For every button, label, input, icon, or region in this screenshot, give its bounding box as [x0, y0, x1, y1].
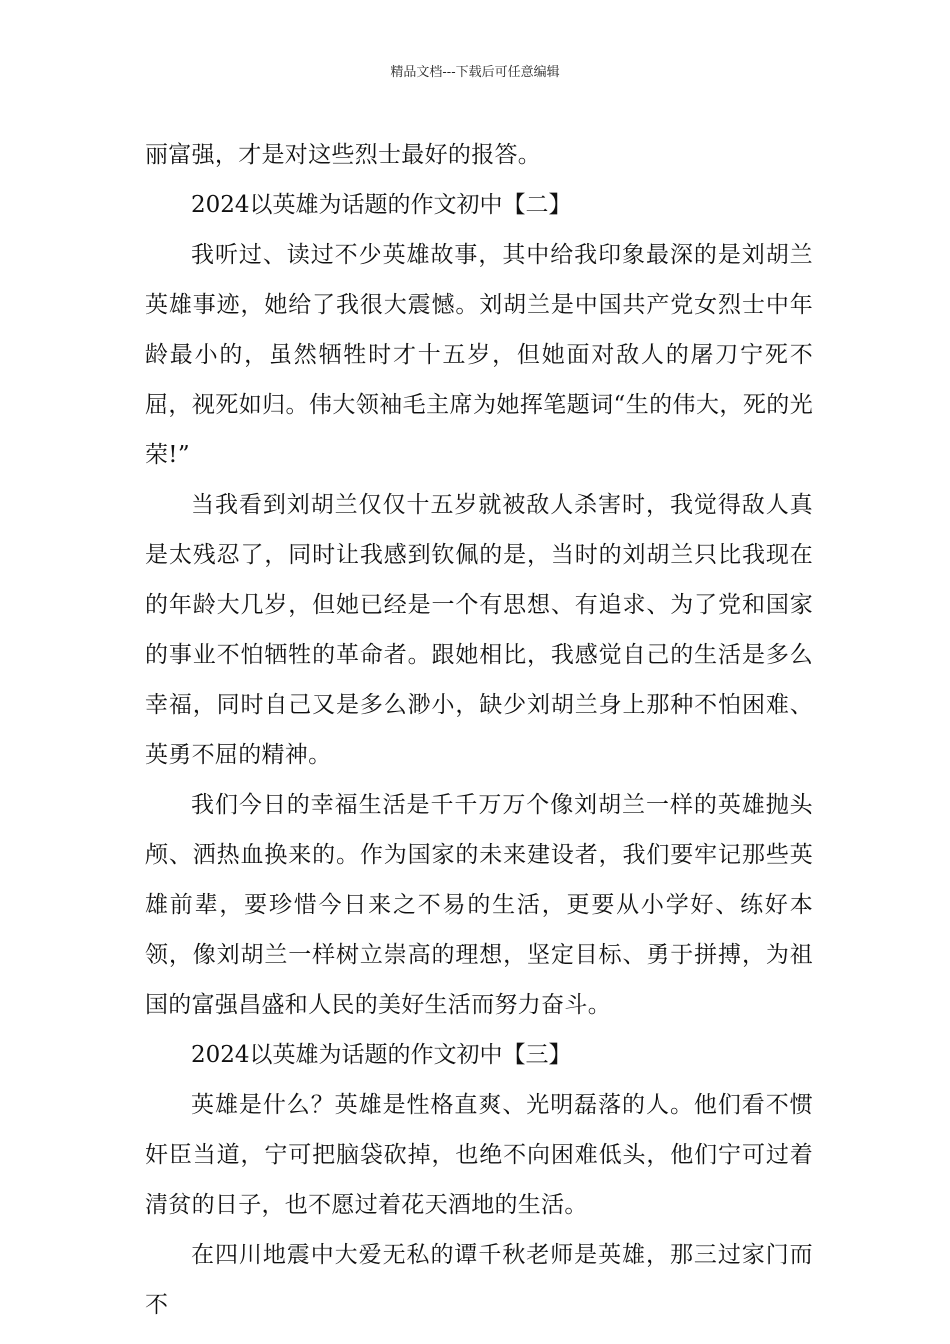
paragraph: 在四川地震中大爱无私的谭千秋老师是英雄，那三过家门而不 — [145, 1242, 813, 1318]
paragraph: 当我看到刘胡兰仅仅十五岁就被敌人杀害时，我觉得敌人真是太残忍了，同时让我感到钦佩的是，当时的刘胡兰只比我现在的年龄大几岁，但她已经是一个有思想、有追求、为了党和国家的事业不怕牺牲的革命者。跟她相比，我感觉自己的生活是多么幸福，同时自己又是多么渺小，缺少刘胡兰身上那种不怕困难、英勇不屈的精神。 — [145, 492, 813, 768]
section-heading: 2024以英雄为话题的作文初中【二】 — [191, 192, 572, 218]
paragraph: 丽富强，才是对这些烈士最好的报答。 — [145, 142, 542, 168]
page-header: 精品文档---下载后可任意编辑 — [390, 65, 560, 80]
paragraph: 英雄是什么？英雄是性格直爽、光明磊落的人。他们看不惯奸臣当道，宁可把脑袋砍掉，也绝不向困难低头，他们宁可过着清贫的日子，也不愿过着花天酒地的生活。 — [145, 1092, 813, 1218]
paragraph: 我听过、读过不少英雄故事，其中给我印象最深的是刘胡兰英雄事迹，她给了我很大震憾。刘胡兰是中国共产党女烈士中年龄最小的，虽然牺牲时才十五岁，但她面对敌人的屠刀宁死不屈，视死如归。伟大领袖毛主席为她挥笔题词“生的伟大，死的光荣!” — [145, 242, 813, 468]
paragraph: 我们今日的幸福生活是千千万万个像刘胡兰一样的英雄抛头颅、洒热血换来的。作为国家的未来建设者，我们要牢记那些英雄前辈，要珍惜今日来之不易的生活，更要从小学好、练好本领，像刘胡兰一样树立崇高的理想，坚定目标、勇于拼搏，为祖国的富强昌盛和人民的美好生活而努力奋斗。 — [145, 792, 813, 1018]
document-body — [145, 130, 813, 1330]
section-heading: 2024以英雄为话题的作文初中【三】 — [191, 1042, 572, 1068]
